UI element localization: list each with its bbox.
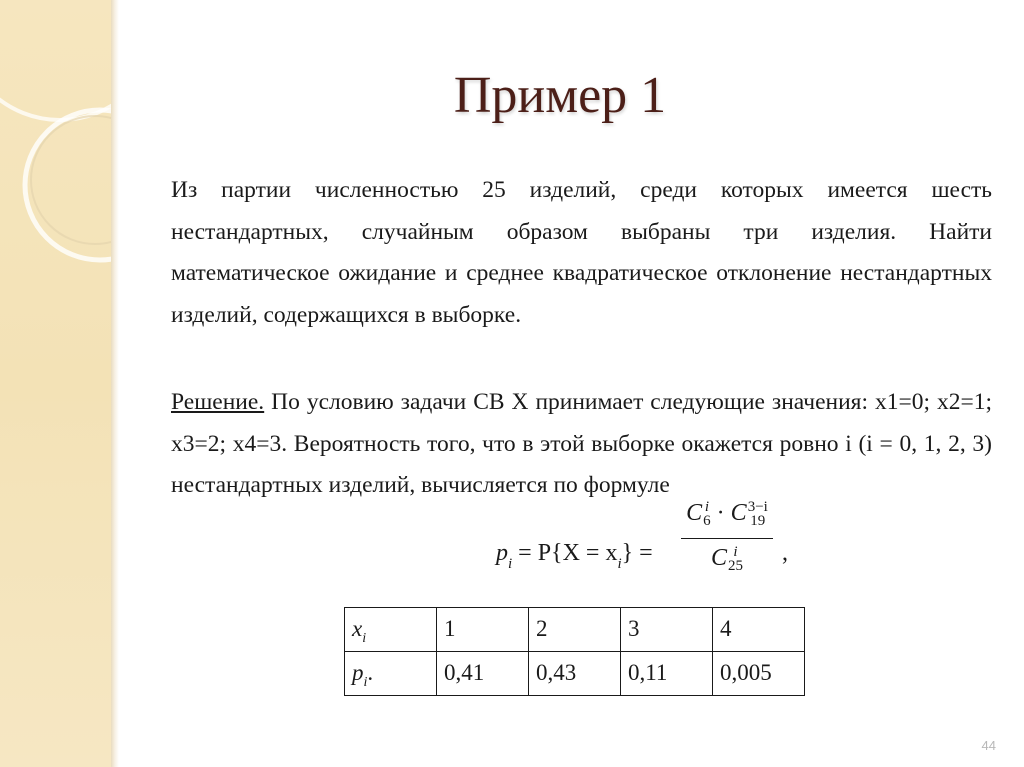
decorative-side-panel (0, 0, 111, 767)
table-cell: 0,41 (437, 652, 529, 696)
decorative-circles (0, 0, 111, 767)
solution-label: Решение. (171, 389, 265, 415)
table-cell: 4 (713, 608, 805, 652)
table-row-header: $x_i$ (345, 608, 437, 652)
table-cell: 0,43 (529, 652, 621, 696)
formula-numerator: C i 6 · C3−i 19 (686, 499, 768, 530)
formula-lhs: $p_i = P\{X = x_i\}$ = (496, 540, 653, 572)
table-cell: 1 (437, 608, 529, 652)
problem-statement: Из партии численностью 25 изделий, среди которых имеется шесть нестандартных, случайным образом выбраны три изделия. Найти математическое ожидание и среднее квадратическое отклонение нестандартных изделий, содержащихся в выборке. (171, 177, 992, 328)
slide-title: Пример 1 (453, 67, 667, 124)
table-cell: 0,005 (713, 652, 805, 696)
table-cell: 2 (529, 608, 621, 652)
solution-paragraph (171, 382, 992, 507)
side-panel-edge (111, 0, 119, 767)
table-cell: 3 (621, 608, 713, 652)
distribution-table (344, 607, 805, 696)
fraction-bar (681, 538, 773, 539)
table-row-header: $p_i$. (345, 652, 437, 696)
formula-denominator: C i 25 (710, 544, 743, 575)
solution-text: По условию задачи СВ X принимает следующие значения: x1=0; x2=1; x3=2; x4=3. Вероятность того, что в этой выборке окажется ровно i (i = 0, 1, 2, 3) нестандартных изделий, вычисляется по формуле (171, 389, 992, 498)
table-cell: 0,11 (621, 652, 713, 696)
table-row (345, 652, 805, 696)
table-row (345, 608, 805, 652)
page-number: 44 (981, 738, 996, 753)
formula-fraction (677, 500, 777, 573)
